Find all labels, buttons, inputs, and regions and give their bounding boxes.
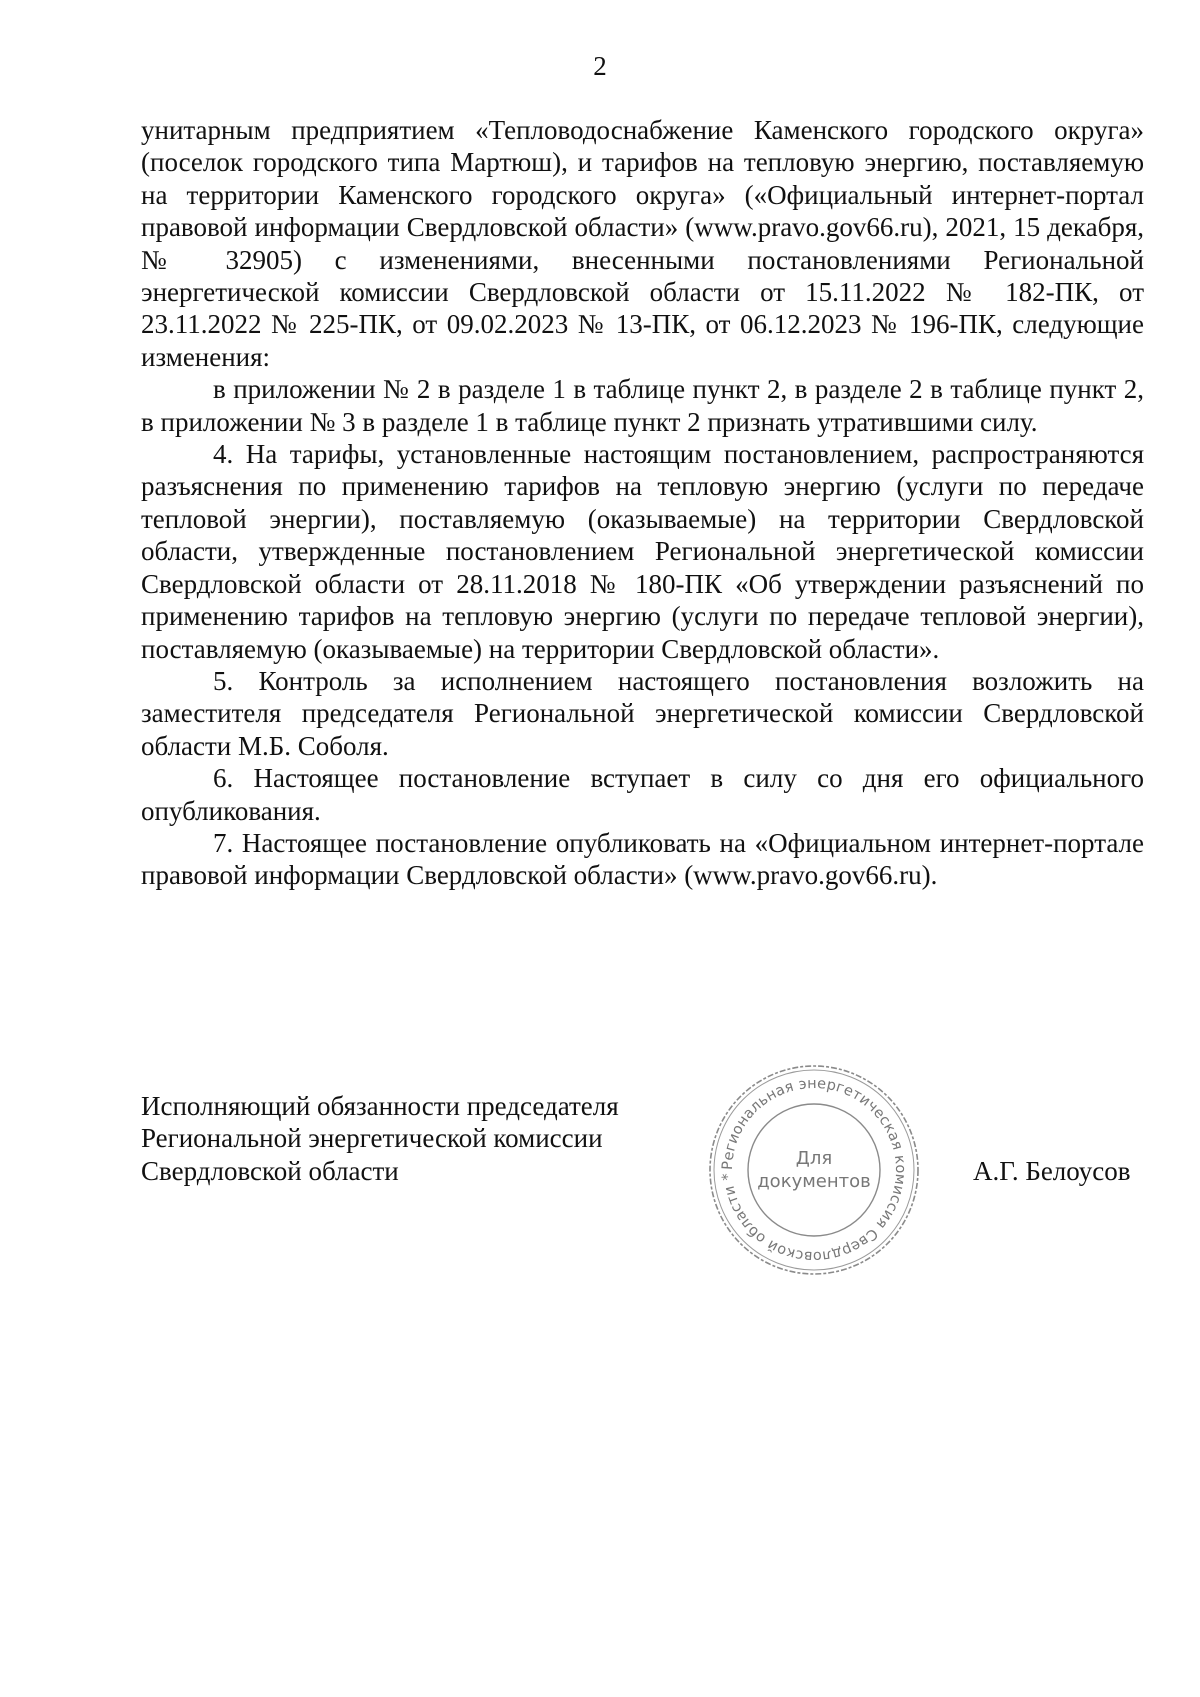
paragraph-item-7: 7. Настоящее постановление опубликовать на «Официальном интернет-портале правовой информации Свердловской области» (www.pravo.gov66.ru). [141,827,1144,891]
stamp-center-line: документов [757,1171,871,1192]
stamp-ring-text: Региональная энергетическая комиссия Свердловской области * [719,1075,909,1265]
document-body [141,114,1144,892]
signatory-name: А.Г. Белоусов [973,1156,1131,1186]
stamp-graphic [704,1060,924,1280]
stamp-center-line: Для [795,1148,833,1169]
official-stamp [704,1060,924,1280]
signatory-position-line: Исполняющий обязанности председателя [141,1091,619,1121]
signatory-position-line: Свердловской области [141,1155,399,1186]
paragraph-continuation: унитарным предприятием «Тепловодоснабжение Каменского городского округа» (поселок городского типа Мартюш), и тарифов на тепловую энергию, поставляемую на территории Каменского городского округа» («Официальный интернет-портал правовой информации Свердловской области» (www.pravo.gov66.ru), 2021, 15 декабря, № 32905) с изменениями, внесенными постановлениями Региональной энергетической комиссии Свердловской области от 15.11.2022 № 182-ПК, от 23.11.2022 № 225-ПК, от 09.02.2023 № 13-ПК, от 06.12.2023 № 196-ПК, следующие изменения: [141,115,1144,372]
signatory-position-line: Региональной энергетической комиссии [141,1123,603,1154]
paragraph-item-4: 4. На тарифы, установленные настоящим постановлением, распространяются разъяснения по применению тарифов на тепловую энергию (услуги по передаче тепловой энергии), поставляемую (оказываемые) на территории Свердловской области, утвержденные постановлением Региональной энергетической комиссии Свердловской области от 28.11.2018 № 180-ПК «Об утверждении разъяснений по применению тарифов на тепловую энергию (услуги по передаче тепловой энергии), поставляемую (оказываемые) на территории Свердловской области». [141,439,1144,664]
paragraph-item-5: 5. Контроль за исполнением настоящего постановления возложить на заместителя председателя Региональной энергетической комиссии Свердловской области М.Б. Соболя. [141,665,1144,761]
page-number: 2 [593,51,607,81]
signatory-position [141,1090,619,1187]
paragraph-appendix-changes: в приложении № 2 в разделе 1 в таблице пункт 2, в разделе 2 в таблице пункт 2, в приложении № 3 в разделе 1 в таблице пункт 2 признать утратившими силу. [141,374,1144,437]
paragraph-item-6: 6. Настоящее постановление вступает в силу со дня его официального опубликования. [141,763,1144,826]
